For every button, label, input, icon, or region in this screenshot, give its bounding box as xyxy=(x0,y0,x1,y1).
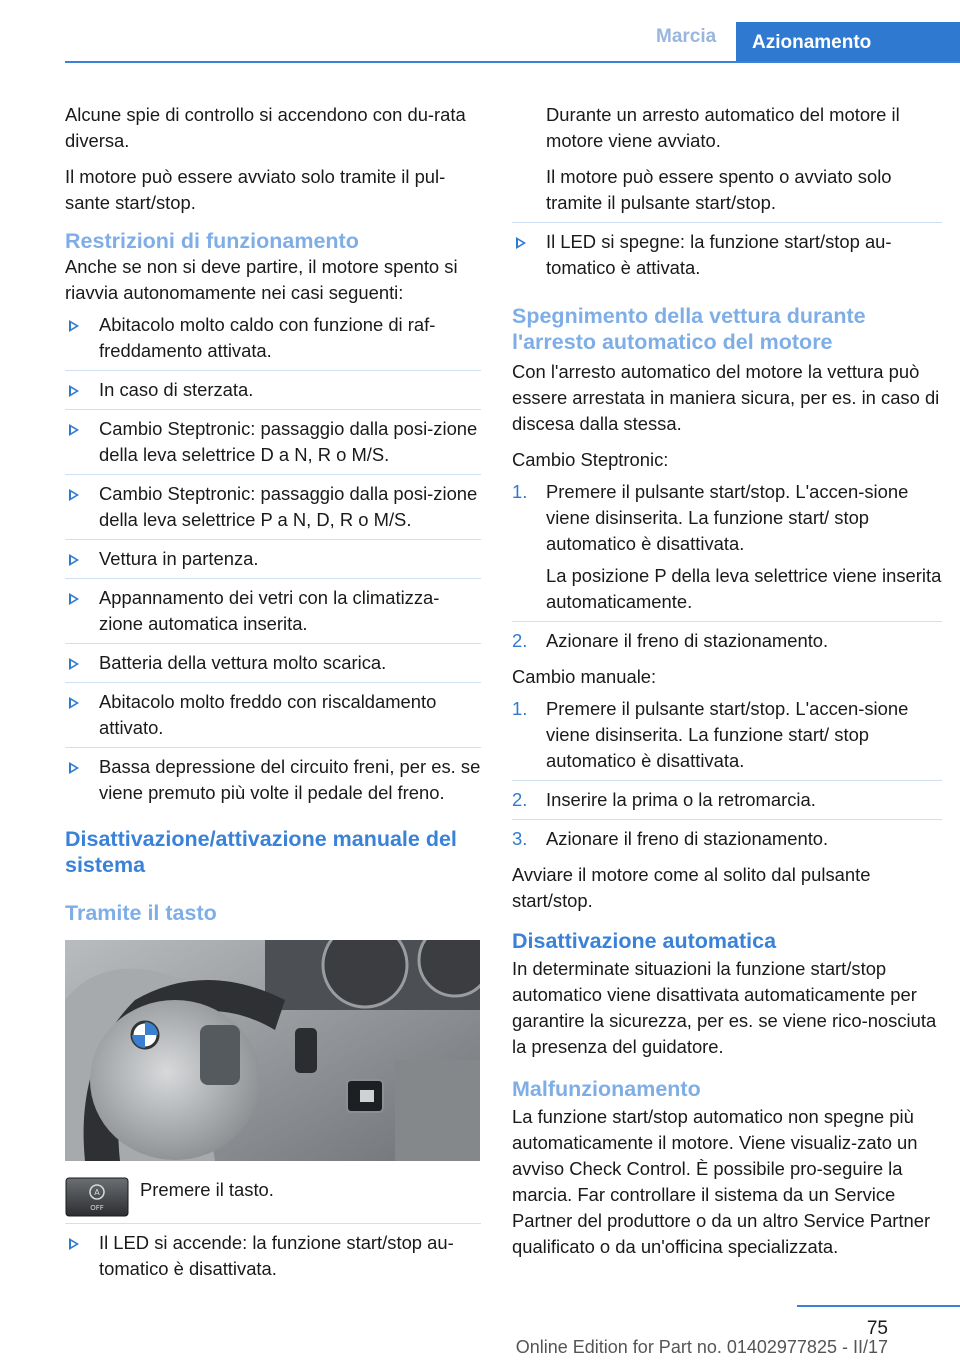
paragraph: Il motore può essere spento o avviato solo tramite il pulsante start/stop. xyxy=(546,166,892,213)
auto-start-stop-off-button-icon xyxy=(65,1177,129,1217)
triangle-bullet-icon xyxy=(69,1238,79,1250)
paragraph: Durante un arresto automatico del motore il motore viene avviato. xyxy=(546,104,900,151)
led-off-list xyxy=(512,229,942,287)
triangle-bullet-icon xyxy=(69,658,79,670)
paragraph: Con l'arresto automatico del motore la vettura può essere arrestata in maniera sicura, per es. in caso di discesa dalla stessa. xyxy=(512,361,940,434)
header-section: Marcia xyxy=(656,26,717,47)
paragraph: La funzione start/stop automatico non spegne più automaticamente il motore. Viene visualiz‐zato un avviso Check Control. È possibile pro‐seguire la marcia. Far controllare il sistema da un Service Partner del produttore o da un altro Service Partner qualificato o da un'officina specializzata. xyxy=(512,1106,931,1257)
triangle-bullet-icon xyxy=(69,762,79,774)
step-number: 2. xyxy=(512,789,528,810)
list-item: Abitacolo molto freddo con riscaldamento attivato. xyxy=(65,689,481,748)
triangle-bullet-icon xyxy=(69,554,79,566)
paragraph: Il motore può essere avviato solo tramite il pul‐sante start/stop. xyxy=(65,166,446,213)
press-button-text: Premere il tasto. xyxy=(140,1179,274,1200)
header-rule xyxy=(65,61,960,63)
manual-steps xyxy=(512,696,942,858)
list-item: Abitacolo molto caldo con funzione di raf‐freddamento attivata. xyxy=(65,312,481,371)
paragraph: In determinate situazioni la funzione start/stop automatico viene disattivata automaticamente per garantire la sicurezza, per es. se viene rico‐nosciuta la presenza del guidatore. xyxy=(512,958,937,1057)
dashboard-photo xyxy=(65,940,480,1161)
heading-manual-toggle: Disattivazione/attivazione manuale del sistema xyxy=(65,827,457,877)
paragraph: Cambio manuale: xyxy=(512,666,657,687)
steptronic-steps xyxy=(512,479,942,660)
triangle-bullet-icon xyxy=(69,385,79,397)
list-item: 2. Azionare il freno di stazionamento. xyxy=(512,628,942,660)
heading-malfunction: Malfunzionamento xyxy=(512,1077,701,1101)
led-on-list xyxy=(65,1230,481,1288)
list-item: 1. Premere il pulsante start/stop. L'accen‐sione viene disinserita. La funzione start/ stop automatico è disattivata. xyxy=(512,696,942,781)
list-item: Vettura in partenza. xyxy=(65,546,481,579)
page-number: 75 xyxy=(866,1318,888,1339)
paragraph: Anche se non si deve partire, il motore spento si riavvia autonomamente nei casi seguenti: xyxy=(65,256,458,303)
triangle-bullet-icon xyxy=(69,424,79,436)
footer-rule xyxy=(797,1305,960,1307)
edition-note: Online Edition for Part no. 01402977825 - II/17 xyxy=(515,1337,888,1357)
button-instruction xyxy=(65,1171,481,1223)
triangle-bullet-icon xyxy=(516,237,526,249)
triangle-bullet-icon xyxy=(69,593,79,605)
left-column xyxy=(65,102,481,1292)
paragraph: Alcune spie di controllo si accendono con du‐rata diversa. xyxy=(65,104,466,151)
list-item: Batteria della vettura molto scarica. xyxy=(65,650,481,683)
list-item: 2. Inserire la prima o la retromarcia. xyxy=(512,787,942,820)
right-column xyxy=(512,102,942,1270)
paragraph: Cambio Steptronic: xyxy=(512,449,669,470)
step-number: 2. xyxy=(512,630,528,651)
heading-restrictions: Restrizioni di funzionamento xyxy=(65,229,359,253)
step-number: 1. xyxy=(512,698,528,719)
list-item: 1. Premere il pulsante start/stop. L'accen‐sione viene disinserita. La funzione start/ stop automatico è disattivata. La posizione P della leva selettrice viene inserita automaticamente. xyxy=(512,479,942,622)
svg-text:OFF: OFF xyxy=(90,1204,104,1212)
restrictions-list xyxy=(65,312,481,812)
svg-text:A: A xyxy=(94,1188,100,1197)
triangle-bullet-icon xyxy=(69,697,79,709)
paragraph: Avviare il motore come al solito dal pulsante start/stop. xyxy=(512,864,871,911)
list-item: Cambio Steptronic: passaggio dalla posi‐zione della leva selettrice D a N, R o M/S. xyxy=(65,416,481,475)
list-item: Appannamento dei vetri con la climatizza‐zione automatica inserita. xyxy=(65,585,481,644)
list-item: 3. Azionare il freno di stazionamento. xyxy=(512,826,942,858)
list-item: In caso di sterzata. xyxy=(65,377,481,410)
heading-via-button: Tramite il tasto xyxy=(65,901,217,925)
step-number: 3. xyxy=(512,828,528,849)
header-chapter: Azionamento xyxy=(736,22,960,61)
triangle-bullet-icon xyxy=(69,489,79,501)
heading-switch-off: Spegnimento della vettura durante l'arresto automatico del motore xyxy=(512,304,866,354)
list-item: Cambio Steptronic: passaggio dalla posi‐zione della leva selettrice P a N, D, R o M/S. xyxy=(65,481,481,540)
list-item: Il LED si accende: la funzione start/stop au‐tomatico è disattivata. xyxy=(65,1230,481,1288)
step-number: 1. xyxy=(512,481,528,502)
list-item: Bassa depressione del circuito freni, per es. se viene premuto più volte il pedale del freno. xyxy=(65,754,481,812)
heading-auto-deactivation: Disattivazione automatica xyxy=(512,929,777,953)
list-item: Il LED si spegne: la funzione start/stop au‐tomatico è attivata. xyxy=(512,229,942,287)
triangle-bullet-icon xyxy=(69,320,79,332)
